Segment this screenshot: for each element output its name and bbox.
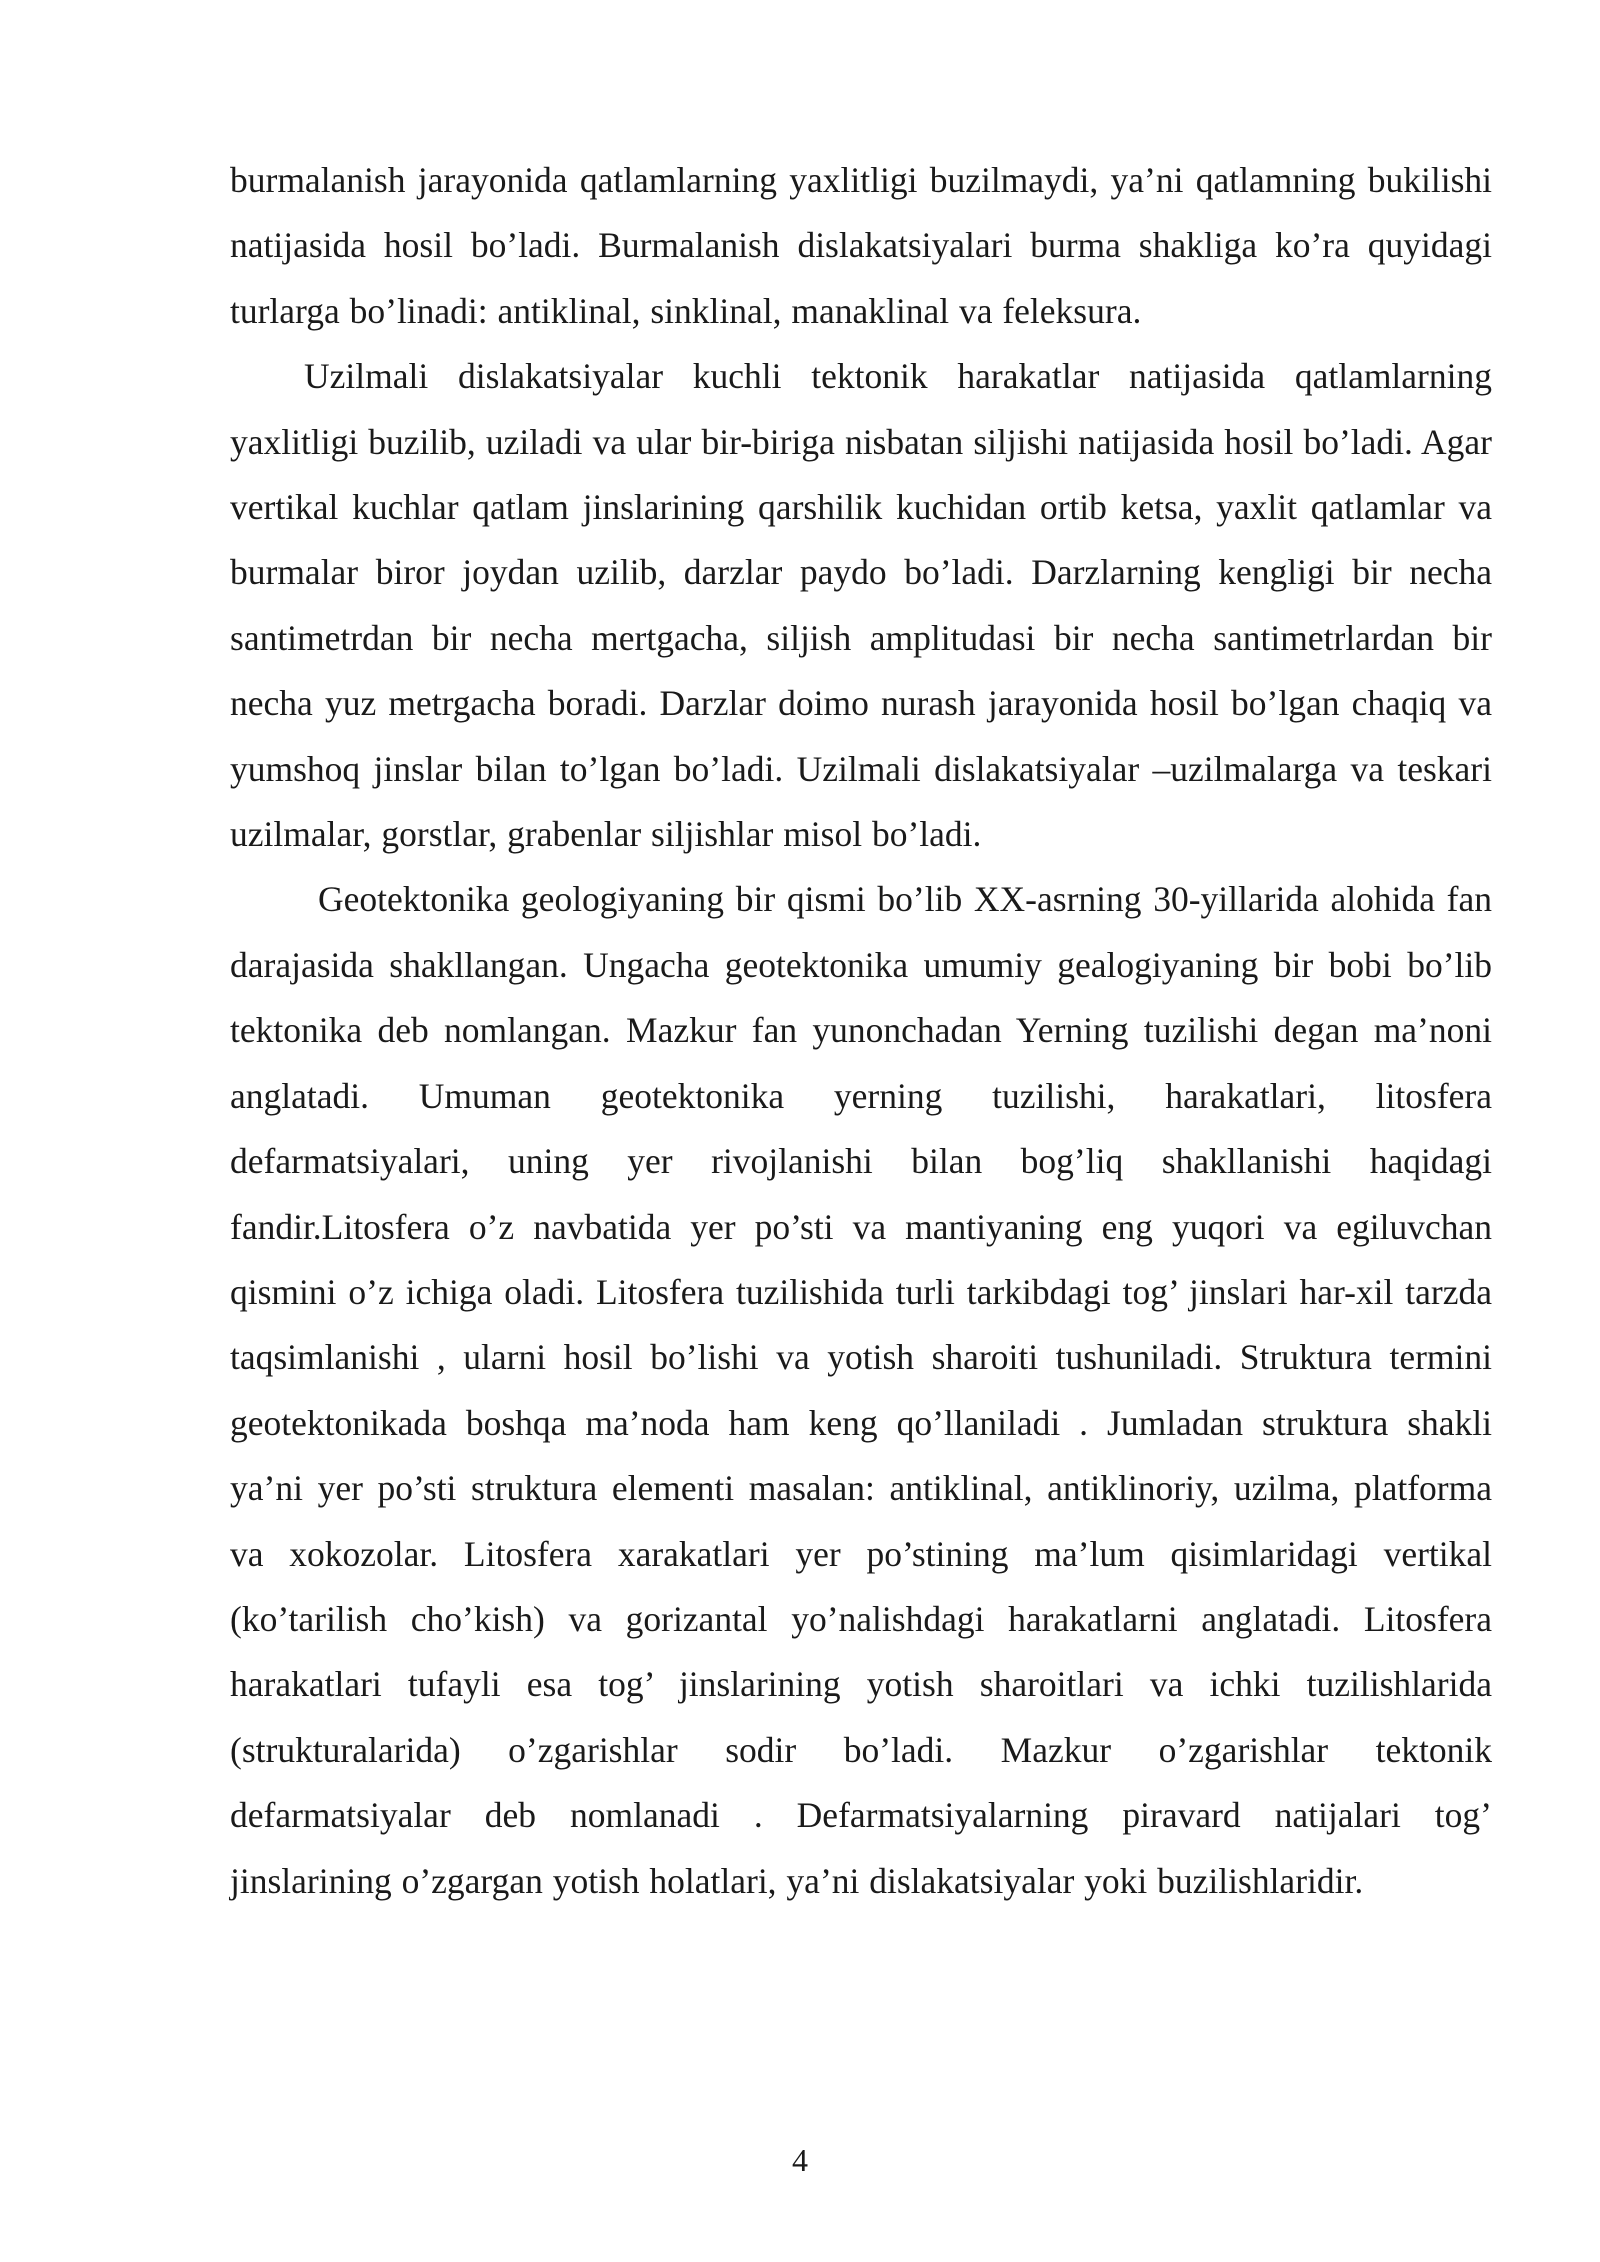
document-body <box>230 148 1492 1914</box>
paragraph-uzilmali: Uzilmali dislakatsiyalar kuchli tektonik harakatlar natijasida qatlamlarning yaxlitligi buzilib, uziladi va ular bir-biriga nisbatan siljishi natijasida hosil bo’ladi. Agar vertikal kuchlar qatlam jinslarining qarshilik kuchidan ortib ketsa, yaxlit qatlamlar va burmalar biror joydan uzilib, darzlar paydo bo’ladi. Darzlarning kengligi bir necha santimetrdan bir necha mertgacha, siljish amplitudasi bir necha santimetrlardan bir necha yuz metrgacha boradi. Darzlar doimo nurash jarayonida hosil bo’lgan chaqiq va yumshoq jinslar bilan to’lgan bo’ladi. Uzilmali dislakatsiyalar –uzilmalarga va teskari uzilmalar, gorstlar, grabenlar siljishlar misol bo’ladi. <box>230 356 1492 855</box>
paragraph-burmalanish: burmalanish jarayonida qatlamlarning yaxlitligi buzilmaydi, ya’ni qatlamning bukilishi natijasida hosil bo’ladi. Burmalanish dislakatsiyalari burma shakliga ko’ra quyidagi turlarga bo’linadi: antiklinal, sinklinal, manaklinal va feleksura. <box>230 160 1492 331</box>
paragraph-geotektonika: Geotektonika geologiyaning bir qismi bo’lib XX-asrning 30-yillarida alohida fan darajasida shakllangan. Ungacha geotektonika umumiy gealogiyaning bir bobi bo’lib tektonika deb nomlangan. Mazkur fan yunonchadan Yerning tuzilishi degan ma’noni anglatadi. Umuman geotektonika yerning tuzilishi, harakatlari, litosfera defarmatsiyalari, uning yer rivojlanishi bilan bog’liq shakllanishi haqidagi fandir.Litosfera o’z navbatida yer po’sti va mantiyaning eng yuqori va egiluvchan qismini o’z ichiga oladi. Litosfera tuzilishida turli tarkibdagi tog’ jinslari har-xil tarzda taqsimlanishi , ularni hosil bo’lishi va yotish sharoiti tushuniladi. Struktura termini geotektonikada boshqa ma’noda ham keng qo’llaniladi . Jumladan struktura shakli ya’ni yer po’sti struktura elementi masalan: antiklinal, antiklinoriy, uzilma, platforma va xokozolar. Litosfera xarakatlari yer po’stining ma’lum qisimlaridagi vertikal (ko’tarilish cho’kish) va gorizantal yo’nalishdagi harakatlarni anglatadi. Litosfera harakatlari tufayli esa tog’ jinslarining yotish sharoitlari va ichki tuzilishlarida (strukturalarida) o’zgarishlar sodir bo’ladi. Mazkur o’zgarishlar tektonik defarmatsiyalar deb nomlanadi . Defarmatsiyalarning piravard natijalari tog’ jinslarining o’zgargan yotish holatlari, ya’ni dislakatsiyalar yoki buzilishlaridir. <box>230 879 1492 1901</box>
page-number: 4 <box>792 2142 808 2178</box>
